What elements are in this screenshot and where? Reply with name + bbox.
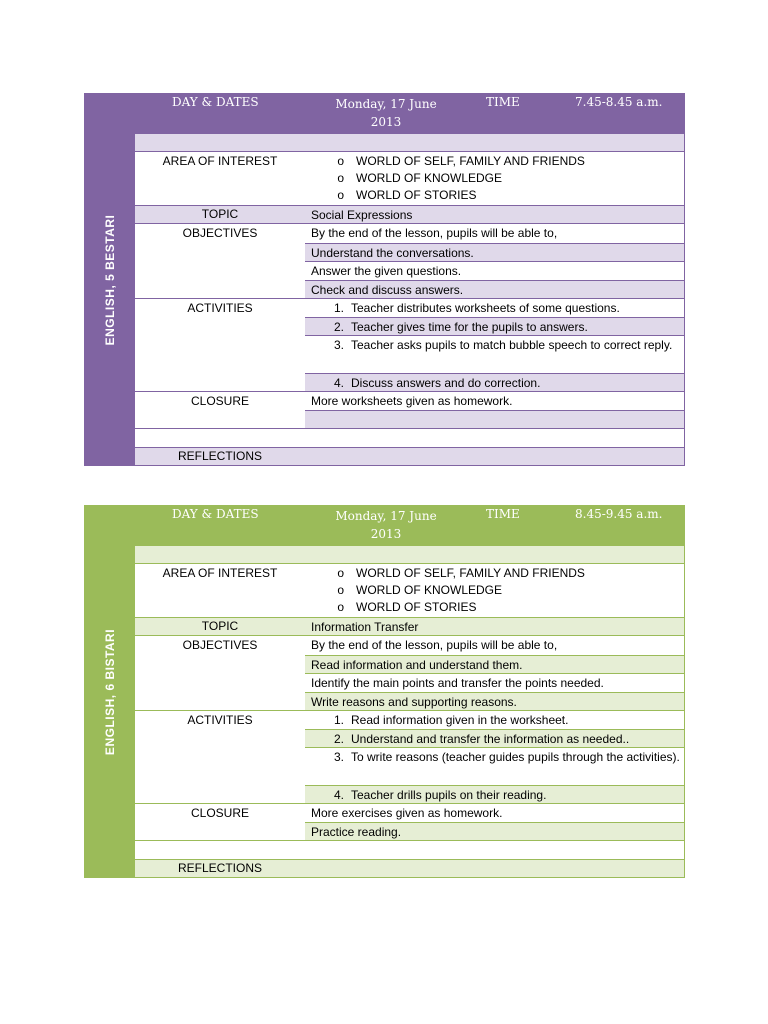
day-dates-label: DAY & DATES [172, 507, 259, 521]
bullet-icon: o [337, 154, 344, 168]
closure-label: CLOSURE [190, 394, 249, 408]
blank-row [135, 546, 685, 564]
area-item: o WORLD OF SELF, FAMILY AND FRIENDS [311, 565, 685, 582]
plan-body [135, 134, 685, 466]
objective-item: By the end of the lesson, pupils will be able to, [311, 638, 558, 652]
area-item: o WORLD OF KNOWLEDGE [311, 170, 685, 187]
closure-label: CLOSURE [190, 806, 249, 820]
objective-item: Write reasons and supporting reasons. [305, 692, 685, 711]
objective-item: Answer the given questions. [311, 264, 462, 278]
area-of-interest-label: AREA OF INTEREST [162, 566, 278, 580]
side-bar [84, 505, 135, 878]
date-value: Monday, 17 June 2013 [335, 97, 437, 129]
lesson-plan-1 [84, 93, 685, 466]
reflections-label: REFLECTIONS [177, 861, 262, 875]
class-label: ENGLISH, 6 BISTARI [102, 628, 117, 755]
class-label: ENGLISH, 5 BESTARI [102, 214, 117, 345]
closure-item: More exercises given as homework. [311, 806, 503, 820]
topic-value: Social Expressions [311, 208, 413, 222]
activity-item: 3. Teacher asks pupils to match bubble speech to correct reply. [333, 338, 673, 352]
blank-row [135, 428, 685, 447]
activities-label: ACTIVITIES [187, 713, 253, 727]
bullet-icon: o [337, 600, 344, 614]
objective-item: Read information and understand them. [305, 655, 685, 674]
blank-row [135, 134, 685, 152]
plan-body [135, 546, 685, 878]
time-value: 7.45-8.45 a.m. [575, 95, 663, 109]
closure-item: Practice reading. [305, 822, 685, 841]
day-dates-label: DAY & DATES [172, 95, 259, 109]
activity-item: 4. Teacher drills pupils on their reading. [305, 785, 685, 804]
border [135, 877, 685, 878]
bullet-icon: o [337, 583, 344, 597]
objective-item: Identify the main points and transfer the points needed. [311, 676, 604, 690]
activities-label: ACTIVITIES [187, 301, 253, 315]
topic-value: Information Transfer [311, 620, 419, 634]
objectives-label: OBJECTIVES [182, 226, 258, 240]
border [135, 465, 685, 466]
activity-item: 1. Read information given in the worksheet. [333, 713, 569, 727]
time-label: TIME [486, 507, 520, 521]
activity-item: 2. Understand and transfer the information as needed.. [305, 729, 685, 748]
side-bar [84, 93, 135, 466]
bullet-icon: o [337, 188, 344, 202]
area-item: o WORLD OF STORIES [311, 599, 685, 616]
date-value: Monday, 17 June 2013 [335, 509, 437, 541]
objectives-label: OBJECTIVES [182, 638, 258, 652]
closure-item [305, 410, 685, 429]
area-list [305, 153, 685, 204]
area-item: o WORLD OF KNOWLEDGE [311, 582, 685, 599]
activity-item: 4. Discuss answers and do correction. [305, 373, 685, 392]
topic-label: TOPIC [201, 619, 239, 633]
blank-row [135, 840, 685, 859]
time-label: TIME [486, 95, 520, 109]
objective-item: Check and discuss answers. [305, 280, 685, 299]
objective-item: By the end of the lesson, pupils will be able to, [311, 226, 558, 240]
header-bar [135, 505, 685, 546]
closure-item: More worksheets given as homework. [311, 394, 513, 408]
area-list [305, 565, 685, 616]
lesson-plan-2 [84, 505, 685, 878]
border [684, 546, 685, 878]
bullet-icon: o [337, 566, 344, 580]
area-of-interest-label: AREA OF INTEREST [162, 154, 278, 168]
time-value: 8.45-9.45 a.m. [575, 507, 663, 521]
header-bar [135, 93, 685, 134]
bullet-icon: o [337, 171, 344, 185]
area-item: o WORLD OF STORIES [311, 187, 685, 204]
border [684, 134, 685, 466]
reflections-label: REFLECTIONS [177, 449, 262, 463]
activity-item: 1. Teacher distributes worksheets of some questions. [333, 301, 620, 315]
objective-item: Understand the conversations. [305, 243, 685, 262]
activity-item: 2. Teacher gives time for the pupils to answers. [305, 317, 685, 336]
activity-item: 3. To write reasons (teacher guides pupils through the activities). [333, 750, 680, 764]
area-item: o WORLD OF SELF, FAMILY AND FRIENDS [311, 153, 685, 170]
topic-label: TOPIC [201, 207, 239, 221]
